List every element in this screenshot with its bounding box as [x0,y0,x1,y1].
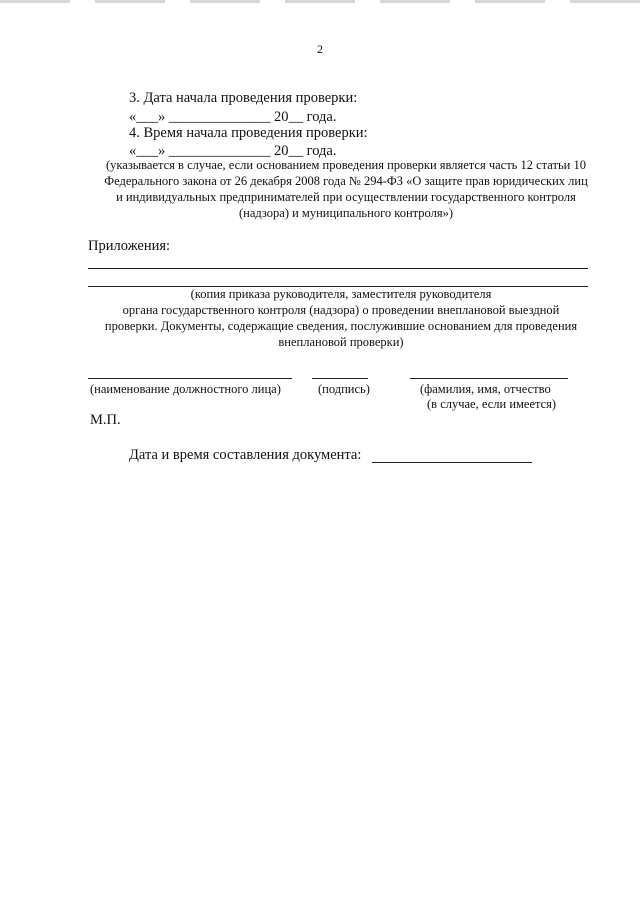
signature-line [312,378,368,379]
start-date-value: «___» ______________ 20__ года. [129,109,337,125]
document-date-label: Дата и время составления документа: [129,447,362,463]
start-time-note [86,157,606,221]
note-line: и индивидуальных предпринимателей при осуществлении государственного контроля [116,190,576,204]
full-name-label-note: (в случае, если имеется) [427,397,557,411]
attachments-line-1 [88,268,588,269]
note-line: (указывается в случае, если основанием проведения проверки является часть 12 статьи 10 [106,158,586,172]
full-name-label: (фамилия, имя, отчество [420,382,551,396]
signature-label: (подпись) [318,382,370,396]
page-number: 2 [317,42,323,56]
start-time-label: 4. Время начала проведения проверки: [129,125,368,141]
document-date-line [372,462,532,463]
position-label: (наименование должностного лица) [90,382,281,396]
full-name-line [410,378,568,379]
caption-line: (копия приказа руководителя, заместителя руководителя [190,287,492,301]
caption-line: органа государственного контроля (надзора) о проведении внеплановой выездной [122,303,560,317]
start-date-label: 3. Дата начала проведения проверки: [129,90,358,106]
start-time-value: «___» ______________ 20__ года. [129,143,337,159]
previous-page-edge [0,0,640,3]
attachments-heading: Приложения: [88,238,171,254]
stamp-label: М.П. [90,412,121,428]
caption-line: проверки. Документы, содержащие сведения, послужившие основанием для проведения [104,319,578,333]
note-line: (надзора) и муниципального контроля») [239,206,453,220]
note-line: Федерального закона от 26 декабря 2008 года № 294-ФЗ «О защите прав юридических лиц [104,174,588,188]
position-signature-line [88,378,292,379]
attachments-caption [86,286,596,350]
caption-line: внеплановой проверки) [278,335,404,349]
